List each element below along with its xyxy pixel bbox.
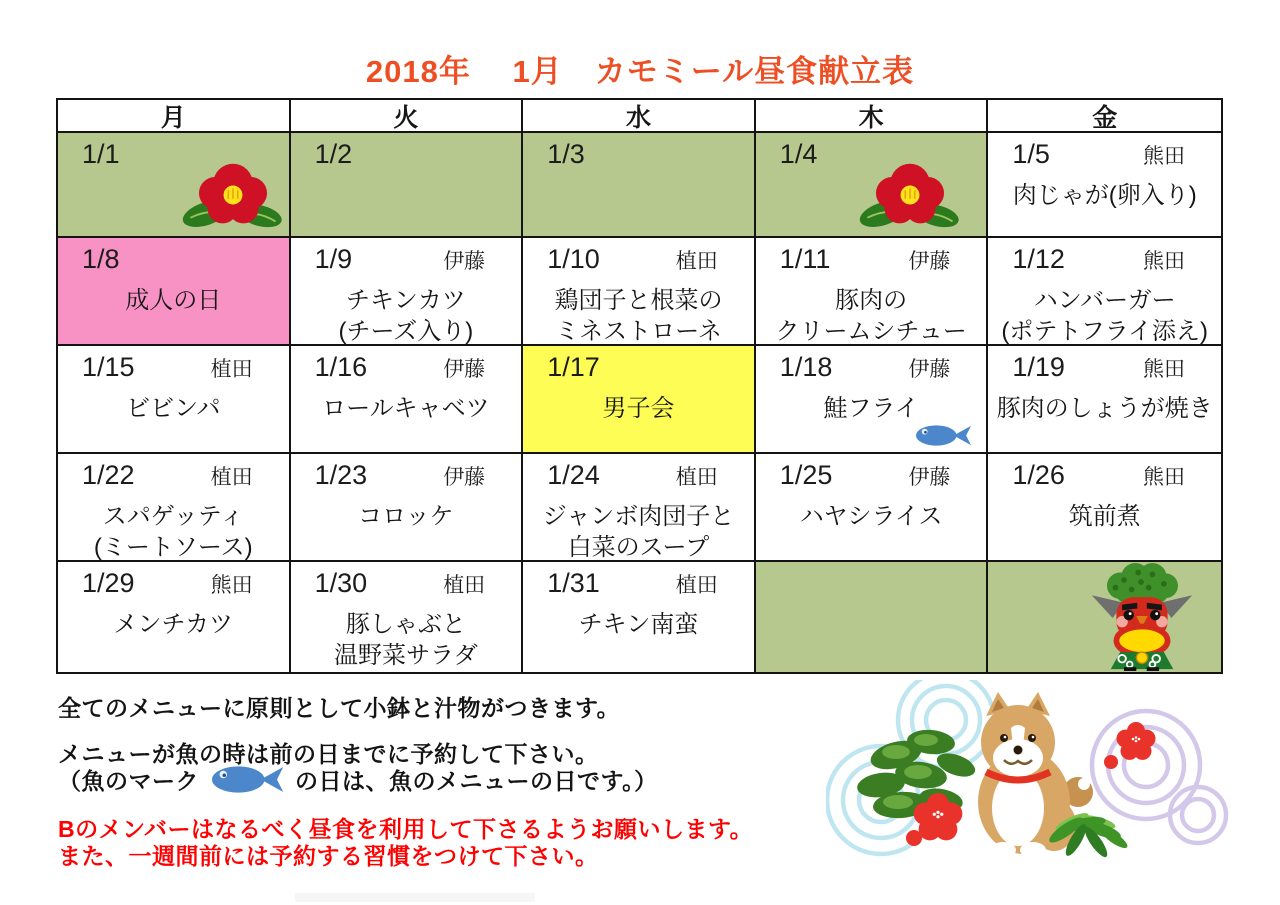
menu-line-1: 成人の日: [125, 287, 222, 314]
date-label: 1/2: [314, 139, 353, 169]
menu-text: [291, 501, 522, 532]
cook-label: 熊田: [1143, 145, 1185, 168]
new-year-dog-illustration: [826, 680, 1246, 860]
cook-label: 植田: [210, 466, 253, 489]
menu-line-2: クリームシチュー: [775, 318, 967, 345]
cook-label: 植田: [210, 358, 253, 381]
menu-calendar-table: [56, 98, 1223, 674]
menu-line-1: 豚しゃぶと: [345, 611, 466, 638]
menu-text: [58, 393, 289, 424]
calendar-cell-1-9: [291, 238, 524, 346]
date-label: 1/1: [82, 139, 120, 169]
date-label: 1/3: [547, 139, 585, 169]
menu-text: [291, 285, 522, 347]
date-label: 1/9: [314, 244, 353, 274]
menu-text: [523, 609, 754, 640]
date-label: 1/19: [1012, 352, 1065, 382]
scan-artifact: [295, 893, 535, 902]
menu-line-2: (チーズ入り): [338, 318, 474, 345]
menu-text: [291, 609, 522, 671]
date-label: 1/26: [1012, 460, 1065, 490]
warning-notes: [58, 816, 753, 870]
day-header-thursday: 木: [756, 100, 989, 133]
cook-label: 伊藤: [908, 250, 951, 273]
cook-label: 伊藤: [443, 466, 486, 489]
cook-label: 熊田: [1143, 250, 1185, 273]
calendar-cell-1-11: [756, 238, 989, 346]
menu-line-1: コロッケ: [358, 503, 454, 530]
event-label: [523, 393, 754, 424]
date-label: 1/29: [82, 568, 135, 598]
cook-label: 伊藤: [443, 358, 486, 381]
fish-icon: [912, 422, 974, 449]
menu-text: [58, 501, 289, 563]
calendar-cell-1-26: [988, 454, 1221, 562]
menu-line-1: 鶏団子と根菜の: [554, 287, 723, 314]
calendar-cell-1-19: [988, 346, 1221, 454]
day-header-wednesday: 水: [523, 100, 756, 133]
warning-line-2: また、一週間前には予約する習慣をつけて下さい。: [58, 843, 599, 869]
menu-line-1: ジャンボ肉団子と: [542, 503, 735, 530]
calendar-cell-1-8: [58, 238, 291, 346]
calendar-cell-1-5: [988, 133, 1221, 238]
menu-text: [756, 285, 987, 347]
date-label: 1/25: [779, 460, 833, 490]
calendar-cell-1-29: [58, 562, 291, 672]
date-label: 1/16: [314, 352, 368, 382]
menu-line-1: ハヤシライス: [799, 503, 943, 530]
menu-text: [988, 285, 1221, 347]
page-title: 2018年 1月 カモミール昼食献立表: [365, 54, 915, 89]
cook-label: 伊藤: [908, 358, 951, 381]
calendar-cell-1-30: [291, 562, 524, 672]
calendar-cell-1-31: [523, 562, 756, 672]
menu-line-1: ビビンパ: [126, 395, 221, 422]
day-header-monday: 月: [58, 100, 291, 133]
menu-text: [523, 501, 754, 563]
fish-icon: [207, 762, 287, 797]
menu-text: [523, 285, 754, 347]
menu-text: [988, 180, 1221, 211]
menu-line-1: チキン南蛮: [578, 611, 699, 638]
calendar-cell-1-15: [58, 346, 291, 454]
calendar-cell-1-2: [291, 133, 524, 238]
note-fish-mark-before: （魚のマーク: [58, 768, 199, 794]
menu-line-1: ロールキャベツ: [322, 395, 490, 422]
calendar-cell-1-3: [523, 133, 756, 238]
menu-line-1: チキンカツ: [346, 287, 466, 314]
date-label: 1/4: [779, 139, 818, 169]
menu-line-1: 鮭フライ: [823, 395, 919, 422]
date-label: 1/8: [82, 244, 120, 274]
menu-line-2: 温野菜サラダ: [334, 642, 478, 669]
cook-label: 伊藤: [443, 250, 486, 273]
menu-line-1: 男子会: [602, 395, 675, 422]
cook-label: 熊田: [210, 574, 253, 597]
note-side-dishes: 全てのメニューに原則として小鉢と汁物がつきます。: [58, 695, 621, 721]
date-label: 1/31: [547, 568, 600, 598]
calendar-cell-empty-fri: [988, 562, 1221, 672]
day-header-tuesday: 火: [291, 100, 524, 133]
warning-line-1: Bのメンバーはなるべく昼食を利用して下さるようお願いします。: [58, 816, 754, 842]
cook-label: 熊田: [1143, 466, 1185, 489]
cook-label: 植田: [675, 574, 718, 597]
menu-line-1: ハンバーガー: [1033, 287, 1176, 314]
date-label: 1/10: [547, 244, 600, 274]
menu-line-2: (ミートソース): [93, 534, 253, 561]
menu-line-1: 豚肉の: [835, 287, 908, 314]
cook-label: 熊田: [1143, 358, 1185, 381]
menu-text: [988, 393, 1221, 424]
menu-line-1: 肉じゃが(卵入り): [1012, 182, 1197, 209]
note-fish-mark-explanation: [58, 762, 658, 797]
menu-line-1: 筑前煮: [1068, 503, 1141, 530]
note-fish-mark-after: の日は、魚のメニューの日です。）: [295, 768, 658, 794]
date-label: 1/18: [779, 352, 833, 382]
calendar-cell-1-17: [523, 346, 756, 454]
calendar-cell-1-25: [756, 454, 989, 562]
cook-label: 植田: [675, 466, 718, 489]
camellia-flower-icon: [858, 159, 962, 231]
date-label: 1/12: [1012, 244, 1065, 274]
menu-line-2: (ポテトフライ添え): [1001, 318, 1208, 345]
date-label: 1/5: [1012, 139, 1050, 169]
note-fish-reservation: メニューが魚の時は前の日までに予約して下さい。: [58, 741, 599, 767]
date-label: 1/23: [314, 460, 368, 490]
menu-line-1: メンチカツ: [113, 611, 234, 638]
calendar-cell-1-24: [523, 454, 756, 562]
menu-line-1: 豚肉のしょうが焼き: [996, 395, 1213, 422]
lion-dance-icon: [1083, 563, 1201, 671]
camellia-flower-icon: [181, 159, 285, 231]
date-label: 1/30: [314, 568, 368, 598]
day-header-friday: 金: [988, 100, 1221, 133]
calendar-cell-1-12: [988, 238, 1221, 346]
menu-line-2: ミネストローネ: [555, 318, 722, 345]
holiday-label: [58, 285, 289, 316]
menu-text: [756, 393, 987, 424]
calendar-cell-1-23: [291, 454, 524, 562]
date-label: 1/11: [779, 244, 831, 274]
calendar-cell-empty-thu: [756, 562, 989, 672]
calendar-cell-1-16: [291, 346, 524, 454]
calendar-cell-1-18: [756, 346, 989, 454]
calendar-cell-1-10: [523, 238, 756, 346]
date-label: 1/22: [82, 460, 135, 490]
date-label: 1/15: [82, 352, 135, 382]
calendar-cell-1-22: [58, 454, 291, 562]
calendar-cell-1-1: [58, 133, 291, 238]
menu-text: [756, 501, 987, 532]
menu-text: [988, 501, 1221, 532]
menu-text: [58, 609, 289, 640]
menu-line-2: 白菜のスープ: [567, 534, 710, 561]
date-label: 1/24: [547, 460, 600, 490]
menu-text: [291, 393, 522, 424]
date-label: 1/17: [547, 352, 600, 382]
calendar-cell-1-4: [756, 133, 989, 238]
menu-line-1: スパゲッティ: [102, 503, 244, 530]
cook-label: 植田: [443, 574, 486, 597]
cook-label: 植田: [675, 250, 718, 273]
cook-label: 伊藤: [908, 466, 951, 489]
